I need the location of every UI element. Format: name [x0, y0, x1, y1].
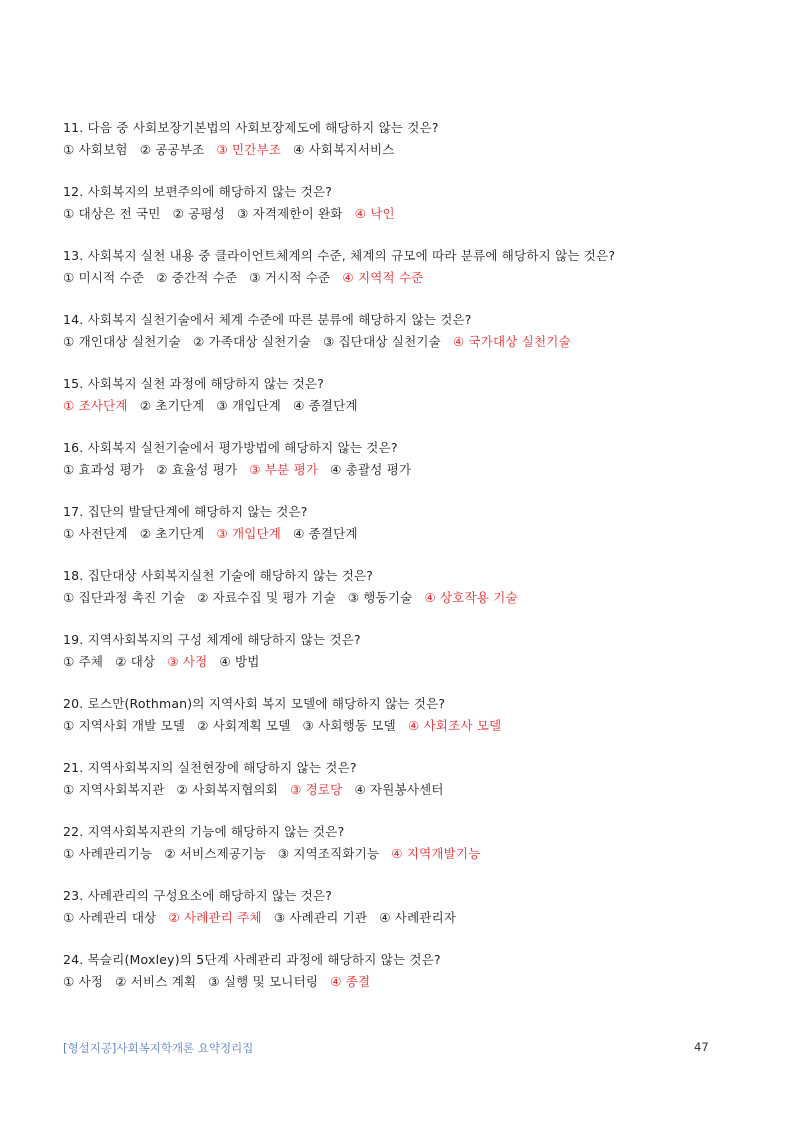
question-item — [63, 181, 743, 245]
answer-option: ③ 거시적 수준 — [249, 270, 331, 285]
answer-option: ② 중간적 수준 — [156, 270, 238, 285]
question-title: 13. 사회복지 실천 내용 중 클라이언트체계의 수준, 체계의 규모에 따라 분류에 해당하지 않는 것은? — [63, 248, 616, 263]
answer-option: ② 서비스제공기능 — [164, 846, 266, 861]
answer-option: ② 서비스 계획 — [115, 974, 197, 989]
question-title: 17. 집단의 발달단계에 해당하지 않는 것은? — [63, 504, 308, 519]
answer-option: ① 대상은 전 국민 — [63, 206, 161, 221]
answer-option: ① 사례관리 대상 — [63, 910, 157, 925]
question-title: 19. 지역사회복지의 구성 체계에 해당하지 않는 것은? — [63, 632, 361, 647]
question-item — [63, 373, 743, 437]
answer-option: ③ 개입단계 — [216, 398, 282, 413]
question-item — [63, 309, 743, 373]
question-title: 24. 목슬리(Moxley)의 5단계 사례관리 과정에 해당하지 않는 것은? — [63, 952, 441, 967]
answer-option: ① 사전단계 — [63, 526, 128, 541]
answer-option: ① 사정 — [63, 974, 104, 989]
answer-option: ④ 방법 — [219, 654, 260, 669]
question-title: 11. 다음 중 사회보장기본법의 사회보장제도에 해당하지 않는 것은? — [63, 120, 439, 135]
question-title: 18. 집단대상 사회복지실천 기술에 해당하지 않는 것은? — [63, 568, 374, 583]
question-item — [63, 437, 743, 501]
answer-option: ② 대상 — [115, 654, 156, 669]
question-item — [63, 629, 743, 693]
answer-options — [63, 587, 743, 609]
answer-options — [63, 907, 743, 929]
answer-option-correct: ③ 경로당 — [290, 782, 343, 797]
answer-option: ① 개인대상 실천기술 — [63, 334, 181, 349]
answer-option: ③ 지역조직화기능 — [277, 846, 380, 861]
answer-option: ② 가족대상 실천기술 — [192, 334, 311, 349]
answer-option: ① 사회보험 — [63, 142, 128, 157]
answer-option-correct: ④ 지역적 수준 — [342, 270, 424, 285]
question-item — [63, 565, 743, 629]
question-item — [63, 501, 743, 565]
answer-option-correct: ④ 지역개발기능 — [391, 846, 481, 861]
answer-options — [63, 139, 743, 161]
question-item — [63, 949, 743, 1013]
answer-option-correct: ③ 사정 — [167, 654, 208, 669]
answer-options — [63, 203, 743, 225]
answer-options — [63, 331, 743, 353]
answer-option-correct: ② 사례관리 주체 — [168, 910, 262, 925]
answer-option-correct: ④ 사회조사 모델 — [407, 718, 502, 733]
answer-options — [63, 267, 743, 289]
question-title: 21. 지역사회복지의 실천현장에 해당하지 않는 것은? — [63, 760, 357, 775]
answer-options — [63, 395, 743, 417]
answer-option: ② 효율성 평가 — [156, 462, 238, 477]
answer-option: ③ 행동기술 — [347, 590, 413, 605]
answer-option-correct: ③ 개입단계 — [216, 526, 282, 541]
answer-option-correct: ④ 국가대상 실천기술 — [452, 334, 571, 349]
answer-option: ① 효과성 평가 — [63, 462, 145, 477]
answer-option: ① 주체 — [63, 654, 104, 669]
question-list — [63, 117, 743, 1013]
question-item — [63, 885, 743, 949]
question-item — [63, 821, 743, 885]
question-title: 12. 사회복지의 보편주의에 해당하지 않는 것은? — [63, 184, 333, 199]
answer-option: ④ 총괄성 평가 — [330, 462, 412, 477]
answer-options — [63, 843, 743, 865]
answer-option-correct: ① 조사단계 — [63, 398, 128, 413]
question-title: 22. 지역사회복지관의 기능에 해당하지 않는 것은? — [63, 824, 345, 839]
answer-option: ③ 자격제한이 완화 — [236, 206, 343, 221]
answer-option-correct: ④ 종결 — [330, 974, 371, 989]
answer-option: ② 공평성 — [172, 206, 225, 221]
answer-option: ② 공공부조 — [139, 142, 205, 157]
page-number: 47 — [694, 1040, 709, 1054]
answer-option: ② 초기단계 — [139, 398, 205, 413]
answer-option: ④ 사회복지서비스 — [293, 142, 395, 157]
question-title: 16. 사회복지 실천기술에서 평가방법에 해당하지 않는 것은? — [63, 440, 398, 455]
question-title: 23. 사례관리의 구성요소에 해당하지 않는 것은? — [63, 888, 333, 903]
answer-option: ④ 종결단계 — [293, 398, 358, 413]
answer-options — [63, 523, 743, 545]
question-item — [63, 117, 743, 181]
question-title: 15. 사회복지 실천 과정에 해당하지 않는 것은? — [63, 376, 325, 391]
answer-option: ② 사회계획 모델 — [197, 718, 291, 733]
answer-options — [63, 459, 743, 481]
question-title: 20. 로스만(Rothman)의 지역사회 복지 모델에 해당하지 않는 것은? — [63, 696, 446, 711]
question-title: 14. 사회복지 실천기술에서 체계 수준에 따른 분류에 해당하지 않는 것은? — [63, 312, 472, 327]
answer-option-correct: ④ 낙인 — [354, 206, 395, 221]
answer-option: ④ 자원봉사센터 — [354, 782, 444, 797]
answer-option: ② 초기단계 — [139, 526, 205, 541]
answer-option: ④ 사례관리자 — [379, 910, 457, 925]
answer-option-correct: ③ 민간부조 — [216, 142, 282, 157]
question-item — [63, 757, 743, 821]
answer-option: ② 자료수집 및 평가 기술 — [197, 590, 336, 605]
answer-option: ③ 사회행동 모델 — [302, 718, 396, 733]
answer-option: ① 사례관리기능 — [63, 846, 153, 861]
question-item — [63, 693, 743, 757]
answer-option: ④ 종결단계 — [293, 526, 358, 541]
answer-option: ③ 실행 및 모니터링 — [208, 974, 319, 989]
answer-options — [63, 715, 743, 737]
answer-options — [63, 651, 743, 673]
answer-option: ① 미시적 수준 — [63, 270, 145, 285]
answer-option-correct: ③ 부분 평가 — [249, 462, 319, 477]
footer-book-title: [형설지공]사회복지학개론 요약정리집 — [63, 1041, 254, 1055]
answer-option: ① 지역사회복지관 — [63, 782, 165, 797]
answer-option: ② 사회복지협의회 — [176, 782, 279, 797]
answer-option: ① 집단과정 촉진 기술 — [63, 590, 186, 605]
answer-option-correct: ④ 상호작용 기술 — [424, 590, 518, 605]
answer-options — [63, 779, 743, 801]
question-item — [63, 245, 743, 309]
answer-option: ③ 사례관리 기관 — [273, 910, 368, 925]
answer-options — [63, 971, 743, 993]
answer-option: ① 지역사회 개발 모델 — [63, 718, 186, 733]
answer-option: ③ 집단대상 실천기술 — [322, 334, 441, 349]
